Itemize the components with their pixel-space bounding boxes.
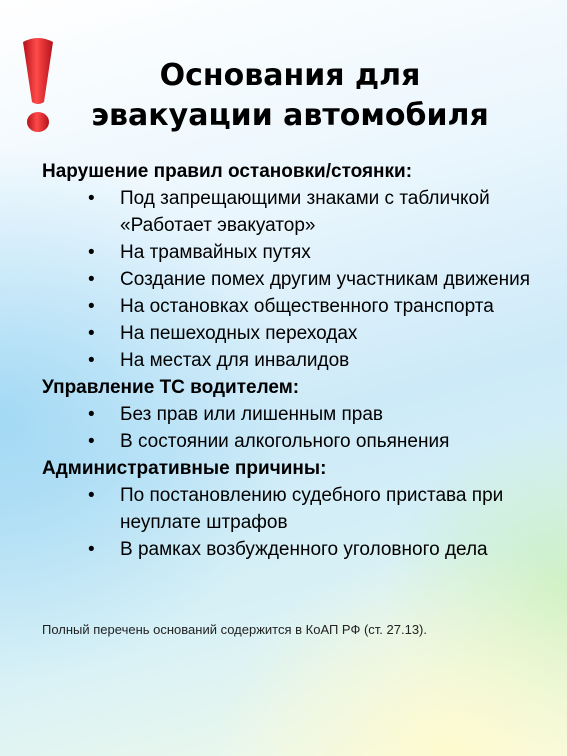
- section-parking: [42, 158, 542, 374]
- list-item: • По постановлению судебного пристава при неуплате штрафов: [42, 482, 542, 536]
- exclamation-icon: [20, 36, 56, 136]
- section-heading: Административные причины:: [42, 458, 327, 479]
- list-item: • Без прав или лишенным прав: [42, 401, 542, 428]
- section-heading: Нарушение правил остановки/стоянки:: [42, 161, 413, 182]
- page-title: Основания для эвакуации автомобиля: [91, 58, 489, 133]
- list-item: • Создание помех другим участникам движения: [42, 266, 542, 293]
- section-administrative: [42, 455, 542, 563]
- list-item: • На пешеходных переходах: [42, 320, 542, 347]
- footnote: Полный перечень оснований содержится в КоАП РФ (ст. 27.13).: [42, 622, 427, 637]
- section-heading: Управление ТС водителем:: [42, 377, 300, 398]
- list-item: • В рамках возбужденного уголовного дела: [42, 536, 542, 563]
- list-item: • На трамвайных путях: [42, 239, 542, 266]
- list-item: • На остановках общественного транспорта: [42, 293, 542, 320]
- list-item: • На местах для инвалидов: [42, 347, 542, 374]
- list-item: • В состоянии алкогольного опьянения: [42, 428, 542, 455]
- list-item: • Под запрещающими знаками с табличкой «Работает эвакуатор»: [42, 185, 542, 239]
- reasons-list: [42, 158, 542, 563]
- section-driver: [42, 374, 542, 455]
